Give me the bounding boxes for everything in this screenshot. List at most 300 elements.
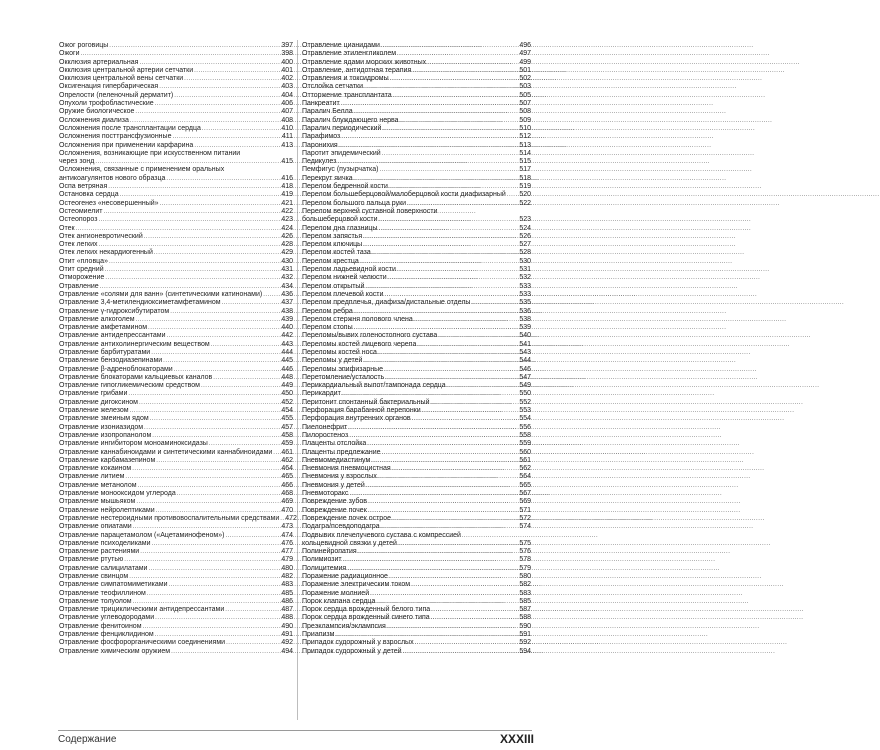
toc-entry[interactable] [59,457,293,465]
toc-entry-title: Паралич Белла [302,108,353,116]
toc-entry[interactable] [59,507,293,515]
toc-entry[interactable] [302,457,531,465]
toc-entry[interactable] [302,299,531,307]
toc-entry[interactable] [59,415,293,423]
toc-entry[interactable] [59,449,293,457]
toc-entry[interactable] [59,225,293,233]
toc-leader-dots [169,581,281,589]
toc-entry-page: 485 [281,589,293,597]
toc-entry[interactable] [59,399,293,407]
toc-entry[interactable] [302,225,531,233]
toc-entry-page: 434 [281,282,293,290]
toc-entry[interactable] [59,274,293,282]
toc-entry-title: Перелом стопы [302,324,353,332]
toc-entry[interactable] [302,108,531,116]
toc-entry-title: Окклюзия центральной артерии сетчатки [59,66,194,74]
toc-entry-page: 543 [519,348,531,356]
toc-entry[interactable] [59,266,293,274]
toc-leader-dots [341,133,518,141]
toc-entry[interactable] [59,142,293,150]
toc-entry[interactable] [302,390,531,398]
toc-entry[interactable] [302,382,531,390]
toc-entry-title: Отравление железом [59,407,129,415]
toc-entry[interactable] [302,283,531,291]
toc-entry[interactable] [59,556,293,564]
toc-entry[interactable] [59,514,297,523]
toc-entry-page: 421 [281,199,293,207]
toc-entry[interactable] [302,100,531,108]
toc-entry-page: 483 [281,581,293,589]
toc-leader-dots [348,424,518,432]
toc-entry-page: 398 [281,50,293,58]
toc-entry-page: 444 [281,348,293,356]
toc-entry[interactable] [59,548,293,556]
toc-entry[interactable] [59,216,293,224]
toc-entry[interactable] [59,183,293,191]
toc-entry-title: Отравление амфетамином [59,324,148,332]
toc-leader-dots [174,92,280,100]
toc-entry[interactable] [302,556,531,564]
toc-entry-title: Отравление γ-гидроксибутиратом [59,307,170,315]
toc-entry[interactable] [302,548,531,556]
toc-entry[interactable] [302,415,531,423]
toc-leader-dots [150,415,281,423]
toc-leader-dots [354,175,519,183]
toc-entry[interactable] [302,614,531,622]
toc-entry[interactable] [302,142,531,150]
toc-entry[interactable] [59,332,293,340]
toc-entry[interactable] [59,614,293,622]
toc-leader-dots [144,233,281,241]
toc-entry[interactable] [302,175,531,183]
toc-leader-dots [263,291,280,299]
toc-entry-title: Перелом открытый [302,282,365,290]
toc-entry[interactable] [59,42,293,50]
toc-entry-title: Перелом дна глазницы [302,224,378,232]
toc-entry-page: 531 [519,266,531,274]
toc-entry[interactable] [59,316,293,324]
toc-entry-title: Отравление «солями для ванн» (синтетическими катинонами) [59,290,263,298]
toc-entry[interactable] [59,158,293,166]
toc-entry[interactable] [302,523,531,531]
toc-entry-title: Преэклампсия/эклампсия [302,622,386,630]
toc-leader-dots [222,299,281,307]
toc-entry[interactable] [59,390,293,398]
toc-entry[interactable] [302,125,531,133]
toc-leader-dots [76,225,281,233]
toc-entry-title: Паротит эпидемический [302,149,381,157]
toc-entry-page: 527 [519,241,531,249]
toc-entry[interactable] [59,498,293,506]
toc-entry-page: 450 [281,390,293,398]
toc-entry[interactable] [59,175,293,183]
toc-entry[interactable] [59,117,293,125]
toc-entry[interactable] [302,42,531,50]
toc-entry[interactable] [302,133,531,141]
toc-leader-dots [225,532,280,540]
toc-entry[interactable] [302,274,531,282]
toc-leader-dots [172,133,280,141]
toc-leader-dots [155,100,281,108]
toc-entry-page: 552 [519,398,531,406]
toc-entry-title: Переломы костей носа [302,348,377,356]
toc-entry-title: Отравление [59,282,99,290]
footer-title: Содержание [58,734,117,745]
toc-entry-title: Переломы эпифизарные [302,365,384,373]
toc-entry[interactable] [302,258,531,266]
toc-entry[interactable] [59,465,293,473]
toc-entry[interactable] [59,92,293,100]
toc-entry-title: Поражение радиационное [302,573,388,580]
toc-entry-title: Отравление, антидотная терапия [302,66,412,74]
toc-entry-title: Полицитемия [302,564,347,572]
toc-leader-dots [392,515,518,523]
toc-leader-dots [124,556,280,564]
toc-entry[interactable] [302,249,531,257]
toc-leader-dots [407,200,518,208]
toc-entry-page: 492 [281,639,293,647]
toc-entry-page: 422 [281,207,293,215]
toc-leader-dots [376,598,518,606]
toc-entry[interactable] [59,424,293,432]
toc-entry[interactable] [302,449,531,457]
toc-leader-dots [417,341,518,349]
toc-entry-title: Перелом бедренной кости [302,183,388,191]
toc-entry-title: Поражение молнией [302,589,370,597]
toc-leader-dots [280,515,284,523]
toc-entry-page: 561 [519,456,531,464]
toc-entry[interactable] [302,639,531,647]
toc-leader-dots [151,349,280,357]
toc-entry-title: Подагра/псевдоподагра [302,523,380,531]
toc-entry[interactable] [59,540,293,548]
toc-leader-dots [349,432,518,440]
toc-entry-title: Перитонит спонтанный бактериальный [302,398,430,406]
toc-leader-dots [342,390,519,398]
toc-leader-dots [393,92,519,100]
toc-entry-title: Паронихия [302,141,338,149]
toc-entry[interactable] [302,532,531,540]
toc-entry[interactable] [59,108,293,116]
toc-entry[interactable] [302,150,531,158]
toc-entry[interactable] [302,208,531,216]
toc-leader-dots [349,490,518,498]
toc-entry[interactable] [302,399,531,407]
footer-rule [58,730,532,731]
toc-entry-page: 575 [519,539,531,547]
toc-entry[interactable] [59,208,293,216]
toc-entry-page: 490 [281,622,293,630]
toc-entry-page: 562 [519,465,531,473]
toc-entry[interactable] [59,581,293,589]
toc-entry[interactable] [302,316,531,324]
toc-entry[interactable] [302,374,531,382]
toc-entry-title: Перелом плечевой кости [302,290,384,298]
toc-entry-title: Перелом предплечья, диафиза/дистальные отделы [302,299,471,307]
toc-entry[interactable] [59,366,293,374]
toc-leader-dots [381,523,519,531]
toc-entry-page: 469 [281,498,293,506]
toc-entry-page: 476 [281,539,293,547]
toc-entry[interactable] [302,83,531,91]
toc-entry-page: 457 [281,423,293,431]
toc-entry[interactable] [302,158,531,166]
toc-leader-dots [400,117,519,125]
toc-entry[interactable] [302,191,531,199]
toc-entry-page: 517 [519,166,531,174]
toc-entry-page: 432 [281,274,293,282]
toc-entry[interactable] [302,565,531,573]
toc-entry[interactable] [59,150,293,158]
toc-entry[interactable] [302,166,531,174]
toc-entry[interactable] [59,407,293,415]
toc-leader-dots [363,241,518,249]
toc-entry[interactable] [59,482,293,490]
toc-entry[interactable] [302,540,531,548]
toc-entry-page: 509 [519,116,531,124]
toc-entry-page: 472 [285,514,297,522]
toc-entry[interactable] [302,291,531,299]
toc-entry-title: Пневмония у взрослых [302,473,377,481]
toc-entry-page: 419 [281,191,293,199]
toc-entry-title: Полимиозит [302,556,342,564]
toc-entry-page: 558 [519,431,531,439]
toc-entry-page: 411 [281,133,293,141]
toc-entry-title: Перелом верхней суставной поверхности [302,207,438,215]
toc-entry[interactable] [59,299,293,307]
toc-entry-page: 458 [281,431,293,439]
toc-entry-title: Осложнения, возникающие при искусственном питании [59,149,241,157]
toc-entry[interactable] [59,125,293,133]
toc-entry[interactable] [59,324,293,332]
toc-entry[interactable] [302,424,531,432]
toc-entry[interactable] [59,598,293,606]
toc-entry[interactable] [302,648,531,656]
toc-entry[interactable] [302,216,531,224]
toc-leader-dots [152,540,281,548]
toc-leader-dots [363,233,518,241]
toc-entry[interactable] [59,308,293,316]
toc-entry[interactable] [59,432,293,440]
toc-entry[interactable] [59,166,293,174]
toc-entry-title: Пневмония у детей [302,481,365,489]
toc-entry-title: Отек легких [59,241,98,249]
toc-entry[interactable] [59,233,293,241]
toc-leader-dots [194,142,280,150]
toc-entry[interactable] [302,440,531,448]
toc-entry[interactable] [59,490,293,498]
toc-entry[interactable] [59,291,293,299]
toc-entry[interactable] [59,50,293,58]
toc-entry[interactable] [302,507,531,515]
toc-entry[interactable] [302,407,531,415]
toc-entry-title: Окклюзия центральной вены сетчатки [59,75,184,83]
toc-entry[interactable] [59,258,293,266]
toc-leader-dots [174,366,281,374]
toc-leader-dots [148,324,280,332]
toc-entry[interactable] [302,590,531,598]
toc-entry-page: 449 [281,382,293,390]
toc-leader-dots [273,449,280,457]
toc-leader-dots [98,216,280,224]
toc-entry-page: 514 [519,149,531,157]
toc-entry[interactable] [59,639,293,647]
toc-leader-dots [372,249,519,257]
toc-entry[interactable] [59,590,293,598]
toc-entry-page: 401 [281,66,293,74]
toc-entry[interactable] [59,283,293,291]
toc-entry-title: Отравление блокаторами кальциевых каналов [59,373,213,381]
toc-entry-title: Перелом большеберцовой/малоберцовой кости диафизарный [302,191,506,199]
toc-entry[interactable] [59,83,293,91]
toc-entry-page: 564 [519,473,531,481]
toc-entry[interactable] [59,59,293,67]
toc-entry-title: Отравление этиленгликолем [302,50,397,58]
toc-entry-page: 580 [519,573,531,580]
toc-entry[interactable] [59,67,293,75]
toc-entry[interactable] [302,332,531,340]
toc-entry-title: Опухоли трофобластические [59,100,154,108]
toc-leader-dots [368,498,518,506]
toc-entry[interactable] [59,249,293,257]
toc-entry-page: 539 [519,324,531,332]
toc-entry[interactable] [302,341,531,349]
toc-entry-page: 515 [519,158,531,166]
toc-entry-page: 482 [281,573,293,580]
toc-entry[interactable] [59,440,293,448]
toc-entry[interactable] [302,515,531,523]
toc-entry[interactable] [302,357,531,365]
toc-entry[interactable] [59,374,293,382]
toc-entry[interactable] [59,623,293,631]
toc-entry-title: Плаценты предлежание [302,448,381,456]
toc-entry-title: Порок сердца врожденный синего типа [302,614,430,622]
toc-leader-dots [365,283,518,291]
toc-leader-dots [382,150,519,158]
toc-entry-title: Подвывих плечелучевого сустава с компрессией [302,531,461,539]
toc-entry[interactable] [302,465,531,473]
toc-entry-title: Осложнения посттрансфузионные [59,133,172,141]
toc-entry-page: 553 [519,407,531,415]
toc-leader-dots [163,357,280,365]
toc-entry[interactable] [302,117,531,125]
toc-leader-dots [354,308,519,316]
toc-entry[interactable] [59,631,293,639]
toc-leader-dots [367,440,518,448]
toc-entry-page: 533 [519,282,531,290]
toc-leader-dots [143,623,281,631]
toc-entry[interactable] [59,191,293,199]
toc-entry-title: Отравление грибами [59,390,128,398]
toc-entry-page: 428 [281,241,293,249]
toc-entry-title: Парафимоз [302,133,341,141]
toc-entry-title: Перелом ребра [302,307,353,315]
toc-entry-page: 448 [281,373,293,381]
toc-entry[interactable] [302,200,531,208]
toc-entry[interactable] [302,233,531,241]
toc-entry-title: Отравление симпатомиметиками [59,581,168,589]
toc-entry-title: Отравление мышьяком [59,498,136,506]
toc-entry[interactable] [302,308,531,316]
toc-entry[interactable] [302,598,531,606]
toc-leader-dots [139,59,280,67]
toc-entry-title: Опрелости (пеленочный дерматит) [59,91,174,99]
toc-entry-page: 587 [519,606,531,614]
toc-leader-dots [431,606,518,614]
toc-entry[interactable] [302,50,531,58]
toc-entry-page: 452 [281,398,293,406]
toc-entry-title: Отравление 3,4-метилендиоксиметамфетамином [59,299,221,307]
toc-leader-dots [154,249,280,257]
toc-entry-page: 404 [281,91,293,99]
toc-leader-dots [125,473,280,481]
toc-entry-page: 549 [519,382,531,390]
toc-entry[interactable] [59,648,293,656]
toc-entry-title: Отравление дигоксином [59,398,138,406]
toc-entry-page: 576 [519,548,531,556]
toc-entry[interactable] [302,473,531,481]
toc-entry-title: Поражение электрическим током [302,581,411,589]
toc-entry[interactable] [59,532,293,540]
toc-entry-page: 556 [519,423,531,431]
toc-entry-page: 446 [281,365,293,373]
toc-entry-page: 574 [519,523,531,531]
toc-entry-page: 585 [519,597,531,605]
toc-entry-page: 461 [281,448,293,456]
toc-entry-title: Отравление фенциклидином [59,631,154,639]
toc-entry[interactable] [59,573,293,581]
toc-entry-title: Отравление фенитоином [59,622,142,630]
toc-leader-dots [438,332,518,340]
toc-entry[interactable] [59,133,293,141]
toc-entry[interactable] [302,59,531,67]
toc-entry[interactable] [302,623,531,631]
toc-entry[interactable] [59,473,293,481]
toc-entry-title: Отравление ингибитором моноаминоксидазы [59,440,208,448]
toc-entry[interactable] [59,200,293,208]
toc-entry[interactable] [59,606,293,614]
toc-entry-title: Отравление нестероидными противовоспалительными средствами [59,514,280,522]
toc-entry-page: 436 [281,290,293,298]
toc-entry[interactable] [302,432,531,440]
toc-entry[interactable] [302,498,531,506]
toc-entry-title: Отравление кокаином [59,465,132,473]
toc-entry[interactable] [302,67,531,75]
toc-entry[interactable] [59,565,293,573]
toc-leader-dots [397,266,518,274]
toc-leader-dots [358,548,519,556]
toc-entry[interactable] [302,573,531,581]
toc-entry-page: 479 [281,556,293,564]
toc-entry[interactable] [302,482,531,490]
toc-entry-page: 431 [281,266,293,274]
toc-entry[interactable] [302,581,531,589]
toc-leader-dots [160,200,281,208]
toc-entry-page: 437 [281,299,293,307]
toc-entry[interactable] [302,324,531,332]
toc-entry[interactable] [59,523,293,531]
toc-entry-title: Отек ангионевротический [59,232,143,240]
toc-entry-title: Перекрут яичка [302,174,353,182]
toc-leader-dots [211,341,281,349]
toc-entry-page: 505 [519,91,531,99]
toc-entry[interactable] [59,357,293,365]
toc-entry[interactable] [302,92,531,100]
toc-leader-dots [398,540,518,548]
toc-entry[interactable] [302,366,531,374]
toc-entry[interactable] [59,341,293,349]
toc-leader-dots [354,324,519,332]
